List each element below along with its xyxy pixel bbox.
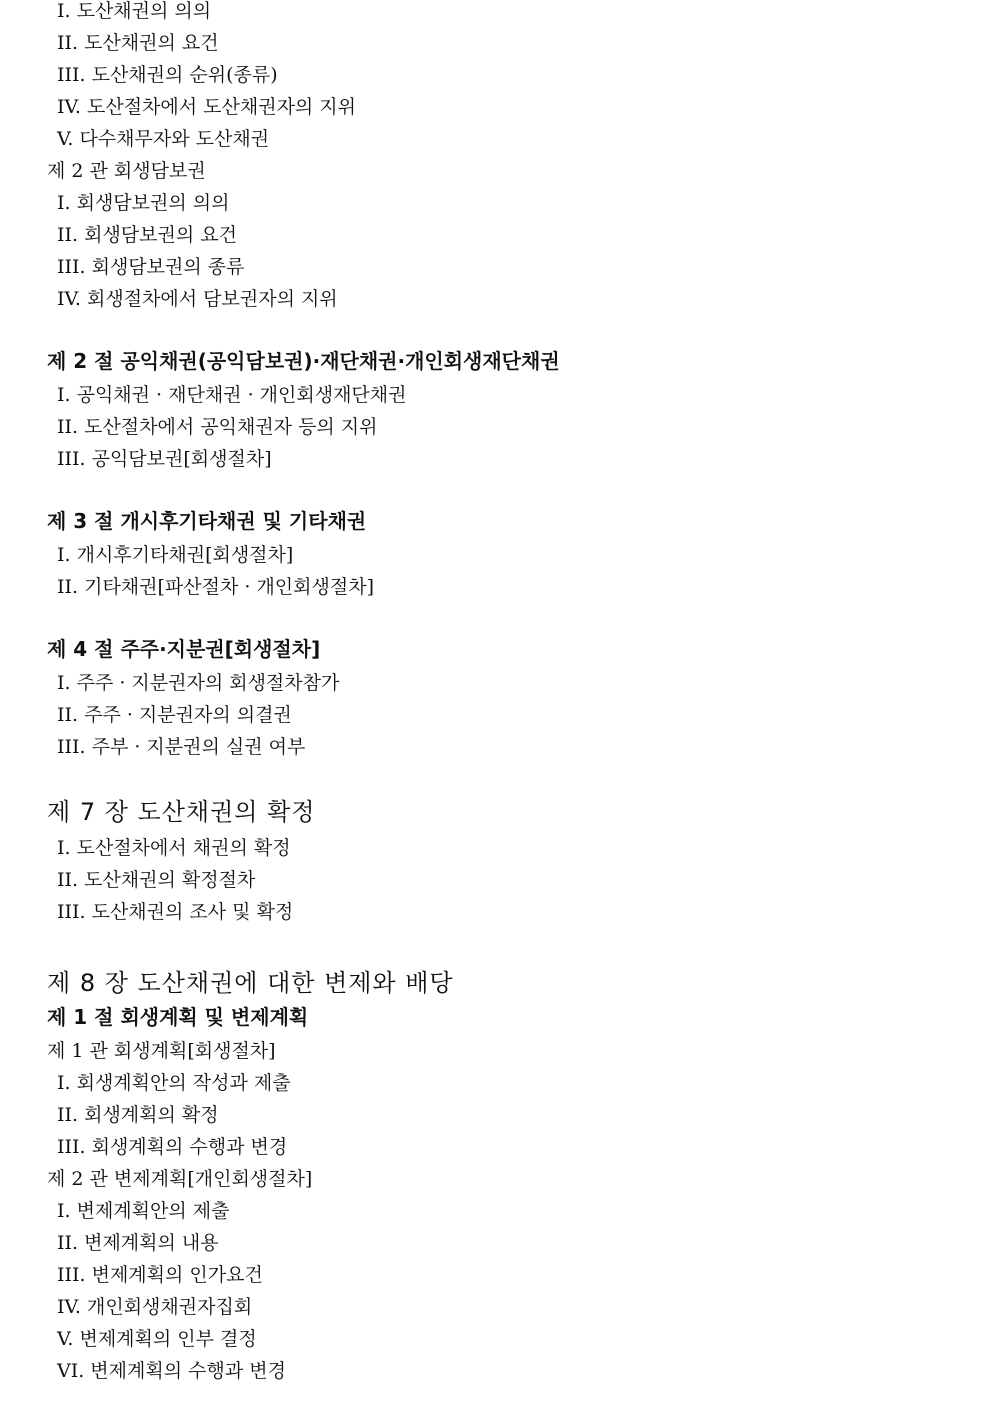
toc-item: III. 주부 · 지분권의 실권 여부 [57,736,306,758]
toc-chapter: 제 7 장 도산채권의 확정 [47,798,316,826]
toc-chapter: 제 8 장 도산채권에 대한 변제와 배당 [47,969,454,997]
toc-item: I. 회생계획안의 작성과 제출 [57,1072,291,1094]
toc-item: II. 회생담보권의 요건 [57,224,237,246]
toc-item: I. 공익채권 · 재단채권 · 개인회생재단채권 [57,384,407,406]
toc-item: II. 주주 · 지분권자의 의결권 [57,704,292,726]
toc-section-jeol: 제 2 절 공익채권(공익담보권)·재단채권·개인회생재단채권 [47,349,560,373]
toc-item: III. 회생담보권의 종류 [57,256,245,278]
toc-item: III. 도산채권의 순위(종류) [57,64,278,86]
toc-item: III. 회생계획의 수행과 변경 [57,1136,288,1158]
toc-section-jeol: 제 3 절 개시후기타채권 및 기타채권 [47,509,367,533]
toc-item: IV. 회생절차에서 담보권자의 지위 [57,288,338,310]
toc-item: I. 주주 · 지분권자의 회생절차참가 [57,672,340,694]
toc-section-jeol: 제 1 절 회생계획 및 변제계획 [47,1005,309,1029]
toc-section-gwan: 제 2 관 변제계획[개인회생절차] [47,1168,313,1190]
toc-item: VI. 변제계획의 수행과 변경 [57,1360,286,1382]
toc-item: I. 도산채권의 의의 [57,0,212,22]
toc-item: V. 변제계획의 인부 결정 [57,1328,257,1350]
toc-item: II. 도산채권의 확정절차 [57,869,256,891]
toc-item: V. 다수채무자와 도산채권 [57,128,270,150]
toc-item: I. 변제계획안의 제출 [57,1200,230,1222]
toc-section-jeol: 제 4 절 주주·지분권[회생절차] [47,637,321,661]
toc-item: I. 회생담보권의 의의 [57,192,230,214]
toc-item: IV. 개인회생채권자집회 [57,1296,253,1318]
toc-item: II. 변제계획의 내용 [57,1232,219,1254]
toc-section-gwan: 제 2 관 회생담보권 [47,160,206,182]
toc-item: I. 도산절차에서 채권의 확정 [57,837,291,859]
toc-item: II. 기타채권[파산절차 · 개인회생절차] [57,576,374,598]
toc-item: III. 공익담보권[회생절차] [57,448,272,470]
toc-item: II. 회생계획의 확정 [57,1104,219,1126]
toc-section-gwan: 제 1 관 회생계획[회생절차] [47,1040,276,1062]
toc-item: II. 도산절차에서 공익채권자 등의 지위 [57,416,378,438]
toc-item: III. 변제계획의 인가요건 [57,1264,263,1286]
toc-item: IV. 도산절차에서 도산채권자의 지위 [57,96,357,118]
toc-item: III. 도산채권의 조사 및 확정 [57,901,294,923]
toc-item: I. 개시후기타채권[회생절차] [57,544,294,566]
toc-item: II. 도산채권의 요건 [57,32,219,54]
